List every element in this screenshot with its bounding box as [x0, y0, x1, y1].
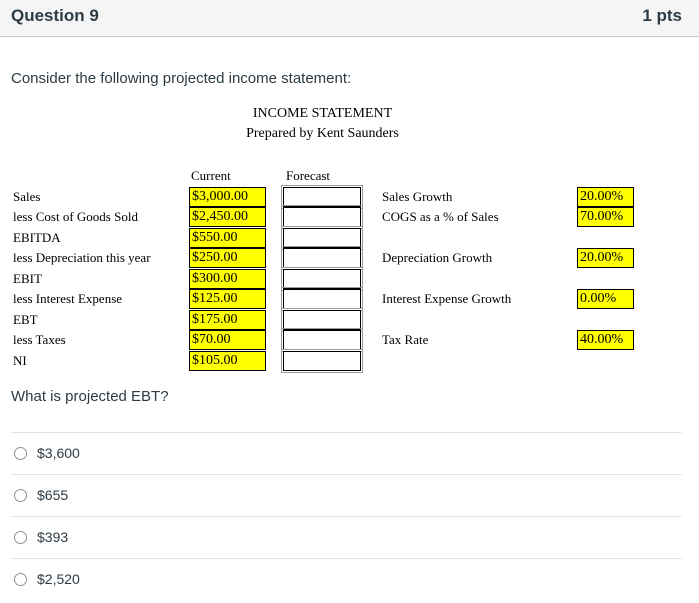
current-value-cogs: $2,450.00: [189, 207, 266, 227]
row-label-ni: NI: [13, 353, 27, 368]
column-header-forecast: Forecast: [286, 168, 331, 183]
answer-option-label: $2,520: [37, 571, 80, 587]
current-value-ni: $105.00: [189, 351, 266, 371]
row-label-taxes: less Taxes: [13, 332, 66, 347]
assumption-value-sales-growth: 20.00%: [577, 187, 634, 207]
current-value-sales: $3,000.00: [189, 187, 266, 207]
answer-option-1[interactable]: [14, 441, 80, 465]
question-header: [0, 0, 699, 37]
forecast-cell-ebit: [283, 269, 361, 289]
statement-subtitle: Prepared by Kent Saunders: [246, 126, 399, 141]
assumption-label-cogs-pct: COGS as a % of Sales: [382, 209, 499, 224]
forecast-cell-ebitda: [283, 228, 361, 248]
forecast-cell-interest: [283, 289, 361, 309]
radio-button-icon[interactable]: [14, 447, 27, 460]
row-label-depreciation: less Depreciation this year: [13, 250, 151, 265]
forecast-cell-sales: [283, 187, 361, 207]
answer-option-4[interactable]: [14, 567, 80, 591]
current-value-ebt: $175.00: [189, 310, 266, 330]
assumption-value-cogs-pct: 70.00%: [577, 207, 634, 227]
question-points: 1 pts: [642, 6, 682, 25]
current-value-ebitda: $550.00: [189, 228, 266, 248]
forecast-cell-ni: [283, 351, 361, 371]
radio-button-icon[interactable]: [14, 573, 27, 586]
option-divider: [11, 558, 682, 559]
question-prompt: Consider the following projected income statement:: [11, 70, 352, 87]
assumption-label-tax-rate: Tax Rate: [382, 332, 429, 347]
assumption-value-depreciation-growth: 20.00%: [577, 248, 634, 268]
row-label-ebitda: EBITDA: [13, 230, 61, 245]
option-divider: [11, 432, 682, 433]
assumption-value-interest-growth: 0.00%: [577, 289, 634, 309]
current-value-interest: $125.00: [189, 289, 266, 309]
question-title: Question 9: [11, 6, 99, 25]
question-text: What is projected EBT?: [11, 388, 169, 405]
row-label-ebt: EBT: [13, 312, 38, 327]
current-value-taxes: $70.00: [189, 330, 266, 350]
answer-option-2[interactable]: [14, 483, 68, 507]
forecast-cell-depreciation: [283, 248, 361, 268]
assumption-value-tax-rate: 40.00%: [577, 330, 634, 350]
forecast-cell-cogs: [283, 207, 361, 227]
statement-title: INCOME STATEMENT: [252, 106, 393, 121]
assumption-label-depreciation-growth: Depreciation Growth: [382, 250, 493, 265]
answer-option-3[interactable]: [14, 525, 68, 549]
forecast-cell-taxes: [283, 330, 361, 350]
radio-button-icon[interactable]: [14, 489, 27, 502]
column-header-current: Current: [191, 168, 231, 183]
forecast-cell-ebt: [283, 310, 361, 330]
row-label-interest: less Interest Expense: [13, 291, 123, 306]
option-divider: [11, 474, 682, 475]
row-label-sales: Sales: [13, 189, 41, 204]
row-label-cogs: less Cost of Goods Sold: [13, 209, 138, 224]
current-value-ebit: $300.00: [189, 269, 266, 289]
assumption-label-interest-growth: Interest Expense Growth: [382, 291, 512, 306]
answer-option-label: $655: [37, 487, 69, 503]
row-label-ebit: EBIT: [13, 271, 42, 286]
current-value-depreciation: $250.00: [189, 248, 266, 268]
answer-option-label: $3,600: [37, 445, 80, 461]
answer-option-label: $393: [37, 529, 69, 545]
option-divider: [11, 516, 682, 517]
radio-button-icon[interactable]: [14, 531, 27, 544]
assumption-label-sales-growth: Sales Growth: [382, 189, 453, 204]
